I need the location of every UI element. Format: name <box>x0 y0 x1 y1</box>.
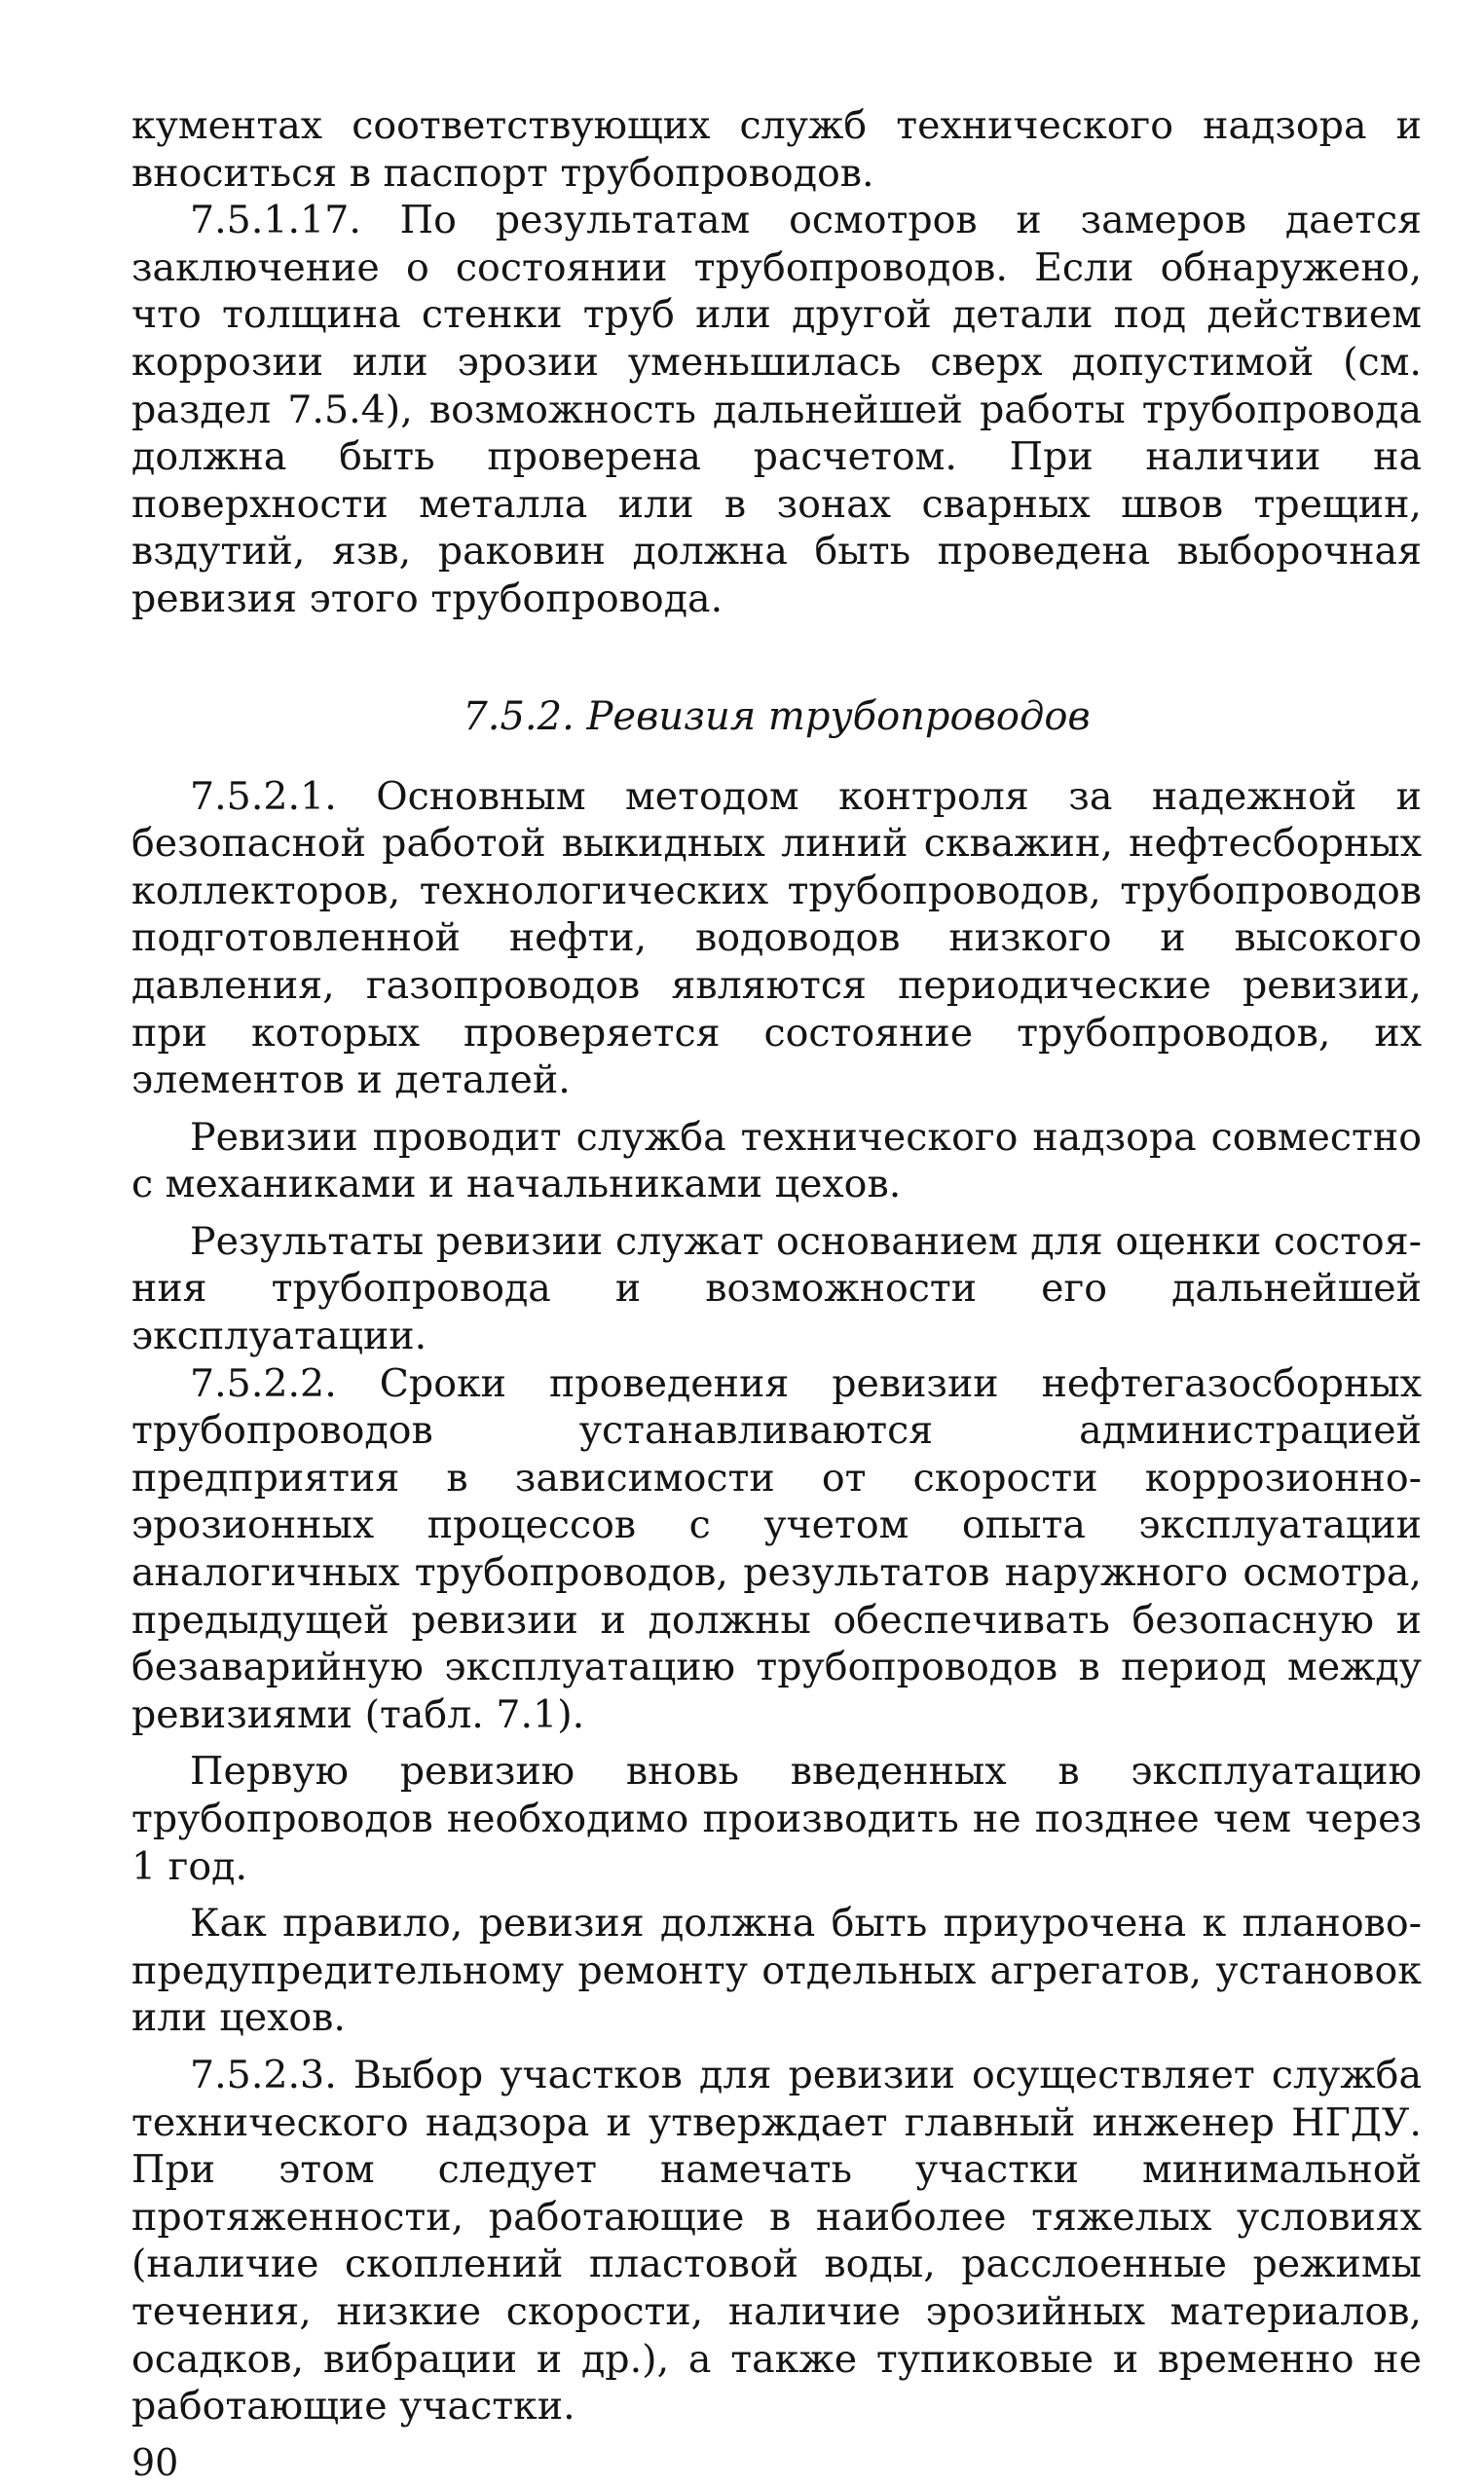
paragraph-first-revision: Первую ревизию вновь введенных в эксплуатацию трубопроводов необходимо производить не позднее чем через 1 год. <box>131 1749 1422 1889</box>
paragraph-7-5-2-2: 7.5.2.2. Сроки проведения ревизии нефтегазосборных трубопроводов устанавливаются администрацией предприятия в зависимости от скорости коррозионно-эрозионных процессов с учетом опыта эксплуатации аналогичных трубопроводов, результатов наружного осмотра, предыдущей ревизии и должны обеспечивать безопасную и безаварийную эксплуатацию трубопроводов в период между ревизиями (табл. 7.1). <box>131 1360 1422 1737</box>
section-heading: 7.5.2. Ревизия трубопроводов <box>463 693 1091 739</box>
paragraph-7-5-2-3: 7.5.2.3. Выбор участков для ревизии осуществляет служба технического надзора и утверждает главный инженер НГДУ. При этом следует намечать участки минимальной протяженности, работающие в наиболее тяжелых условиях (наличие скоплений пластовой воды, расслоенные режимы течения, низкие скорости, наличие эрозийных материалов, осадков, вибрации и др.), а также тупиковые и временно не работающие участки. <box>131 2052 1422 2429</box>
paragraph-7-5-2-1: 7.5.2.1. Основным методом контроля за надежной и безопасной работой выкидных линий скважин, нефтесборных коллекторов, технологических трубопроводов, трубопроводов подготовленной нефти, водоводов низкого и высокого давления, газопроводов являются периодические ревизии, при которых проверяется состояние трубопроводов, их элементов и деталей. <box>131 773 1422 1103</box>
paragraph-planned-repair: Как правило, ревизия должна быть приурочена к плановопредупредительному ремонту отдельных агрегатов, установок или цехов. <box>131 1901 1422 2041</box>
page-number: 90 <box>131 2440 179 2484</box>
document-page <box>131 102 1422 2485</box>
paragraph-7-5-1-17: 7.5.1.17. По результатам осмотров и замеров дается заключение о состоянии трубопроводов. Если обнаружено, что толщина стенки труб или другой детали под действием коррозии или эрозии уменьшилась сверх допустимой (см. раздел 7.5.4), возможность дальнейшей работы трубопровода должна быть проверена расчетом. При наличии на поверхности металла или в зонах сварных швов трещин, вздутий, язв, раковин должна быть проведена выборочная ревизия этого трубопровода. <box>131 198 1422 621</box>
paragraph-revision-results: Результаты ревизии служат основанием для оценки состояния трубопровода и возможности его дальнейшей эксплуатации. <box>131 1218 1422 1359</box>
paragraph-continuation: кументах соответствующих служб технического надзора и вноситься в паспорт трубопроводов. <box>131 103 1422 196</box>
paragraph-revision-service: Ревизии проводит служба технического надзора совместно с механиками и начальниками цехов. <box>131 1114 1422 1207</box>
